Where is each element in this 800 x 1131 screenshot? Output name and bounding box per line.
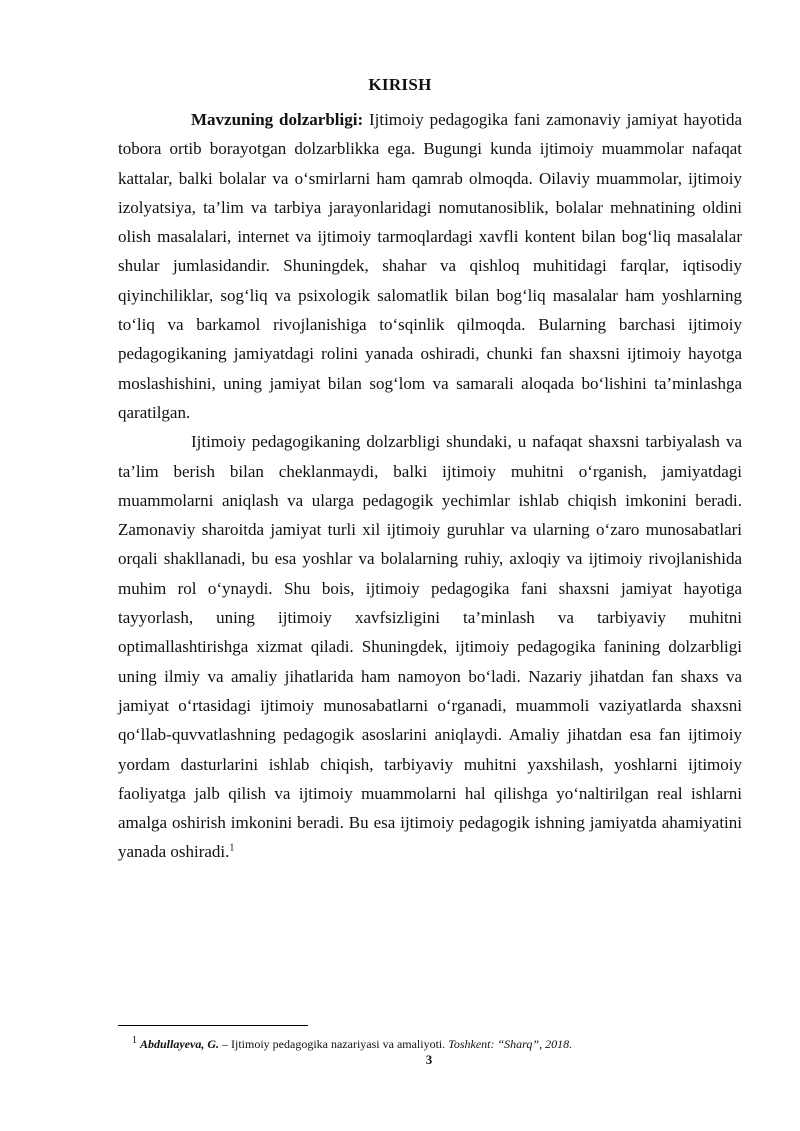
footnote-reference[interactable]: 1	[229, 842, 235, 854]
paragraph-text: Ijtimoiy pedagogika fani zamonaviy jamiyat hayotida tobora ortib borayotgan dolzarblikka ega. Bugungi kunda ijtimoiy muammolar nafaqat kattalar, balki bolalar va o‘smirlarni ham qamrab olmoqda. Oilaviy muammolar, ijtimoiy izolyatsiya, ta’lim va tarbiya jarayonlaridagi nomutanosiblik, bolalar mehnatining oldini olish masalalari, internet va ijtimoiy tarmoqlardagi xavfli kontent bilan bog‘liq masalalar shular jumlasidandir. Shuningdek, shahar va qishloq muhitidagi farqlar, iqtisodiy qiyinchiliklar, sog‘liq va psixologik salomatlik bilan bog‘liq masalalar ham yoshlarning to‘liq va barkamol rivojlanishiga to‘sqinlik qilmoqda. Bularning barchasi ijtimoiy pedagogikaning jamiyatdagi rolini yanada oshiradi, chunki fan shaxsni ijtimoiy hayotga moslashishini, uning jamiyat bilan sog‘lom va samarali aloqada bo‘lishini ta’minlashga qaratilgan.	[118, 110, 743, 422]
footnote-publication: Toshkent: “Sharq”, 2018.	[445, 1037, 573, 1051]
footnote-work: Ijtimoiy pedagogika nazariyasi va amaliyoti.	[231, 1037, 446, 1051]
footnote-author: Abdullayeva, G.	[140, 1037, 219, 1051]
footnote	[118, 1036, 742, 1052]
footnote-separator	[118, 1025, 308, 1026]
page-number: 3	[425, 1052, 433, 1067]
paragraph-lead: Mavzuning dolzarbligi:	[191, 110, 364, 129]
footnote-marker: 1	[132, 1035, 137, 1046]
paragraph-text: Ijtimoiy pedagogikaning dolzarbligi shundaki, u nafaqat shaxsni tarbiyalash va ta’lim berish bilan cheklanmaydi, balki ijtimoiy muhitni o‘rganish, jamiyatdagi muammolarni aniqlash va ularga pedagogik yechimlar ishlab chiqish imkonini beradi. Zamonaviy sharoitda jamiyat turli xil ijtimoiy guruhlar va ularning o‘zaro munosabatlari orqali shakllanadi, bu esa yoshlar va bolalarning ruhiy, axloqiy va ijtimoiy rivojlanishida muhim rol o‘ynaydi. Shu bois, ijtimoiy pedagogika fani shaxsni jamiyat hayotiga tayyorlash, uning ijtimoiy xavfsizligini ta’minlash va tarbiyaviy muhitni optimallashtirishga xizmat qiladi. Shuningdek, ijtimoiy pedagogika fanining dolzarbligi uning ilmiy va amaliy jihatlarida ham namoyon bo‘ladi. Nazariy jihatdan fan shaxs va jamiyat o‘rtasidagi ijtimoiy munosabatlarni o‘rganadi, muammoli vaziyatlarda shaxsni qo‘llab-quvvatlashning pedagogik asoslarini aniqlaydi. Amaliy jihatdan esa fan ijtimoiy yordam dasturlarini ishlab chiqish, tarbiyaviy muhitni yaxshilash, yoshlarni ijtimoiy faoliyatga jalb qilish va ijtimoiy muammolarni hal qilishga yo‘naltirilgan real ishlarni amalga oshirish imkonini beradi. Bu esa ijtimoiy pedagogik ishning jamiyatda ahamiyatini yanada oshiradi.	[118, 432, 742, 862]
paragraph-importance	[118, 427, 742, 866]
body-text	[118, 105, 742, 867]
paragraph-relevance	[118, 105, 742, 427]
page-title: KIRISH	[368, 75, 432, 94]
footnote-dash: –	[219, 1037, 231, 1051]
